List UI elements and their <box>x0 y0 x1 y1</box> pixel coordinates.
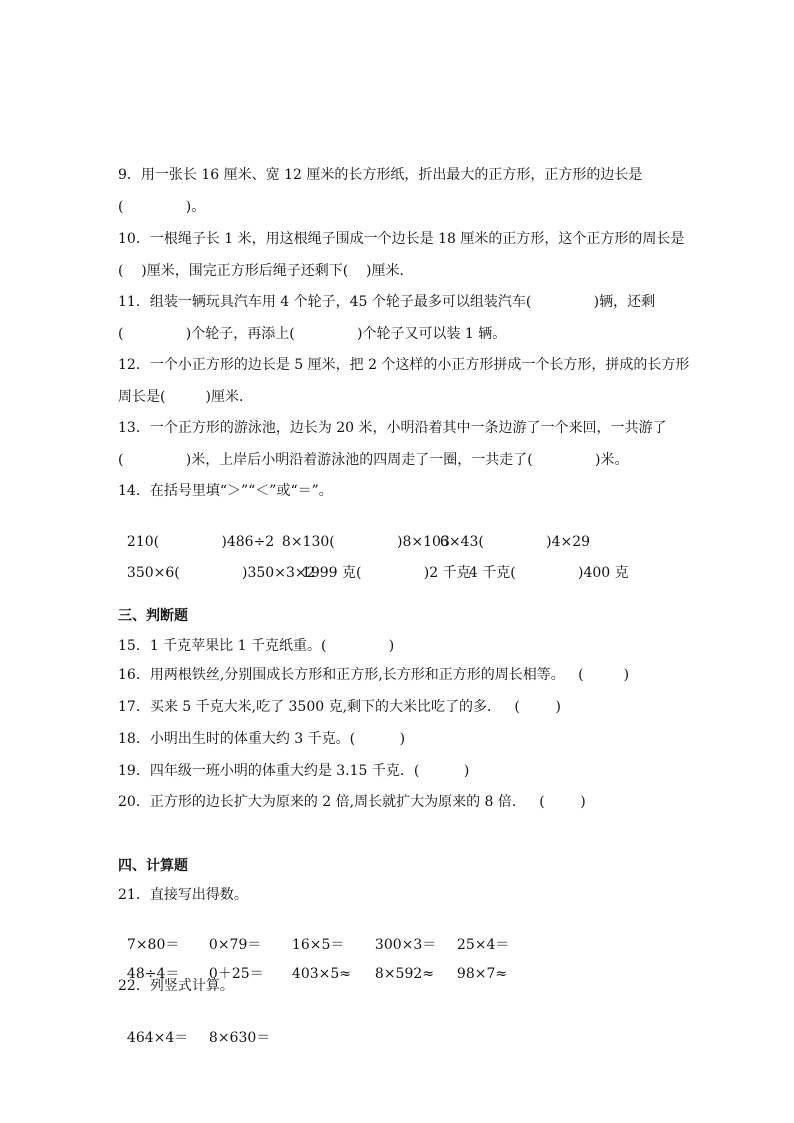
calc-item: 464×4＝ <box>126 1030 189 1046</box>
calc-item: 8×592≈ <box>374 966 434 982</box>
judge-item-19: 19．四年级一班小明的体重大约是 3.15 千克．( ) <box>118 763 470 779</box>
question-14-prompt: 14．在括号里填“＞”“＜”或“＝”。 <box>118 483 333 499</box>
compare-item: 4 千克( )400 克 <box>468 565 629 581</box>
question-10-line-2: ( )厘米，围完正方形后绳子还剩下( )厘米． <box>118 263 414 279</box>
question-13-line-2: ( )米，上岸后小明沿着游泳池的四周走了一圈，一共走了( )米。 <box>118 452 629 468</box>
calc-item: 0×79＝ <box>208 937 262 953</box>
question-22-row-1 <box>118 1008 270 1048</box>
calc-item: 25×4＝ <box>456 937 510 953</box>
compare-item: 8×130( )8×103 <box>281 534 450 550</box>
calc-item: 7×80＝ <box>126 937 180 953</box>
question-22-prompt: 22．列竖式计算。 <box>118 978 234 994</box>
compare-item: 6×43( )4×29 <box>439 534 591 550</box>
judge-item-17: 17．买来 5 千克大米,吃了 3500 克,剩下的大米比吃了的多． ( ) <box>118 699 561 715</box>
calc-item: 0＋25＝ <box>208 966 264 982</box>
calc-item: 300×3＝ <box>374 937 437 953</box>
question-11-line-2: ( )个轮子，再添上( )个轮子又可以装 1 辆。 <box>118 326 507 342</box>
compare-item: 1999 克( )2 千克 <box>301 565 471 581</box>
calc-item: 98×7≈ <box>456 966 508 982</box>
calc-item: 403×5≈ <box>291 966 351 982</box>
compare-item: 210( )486÷2 <box>126 534 275 550</box>
question-14-row-2 <box>118 543 629 583</box>
question-13-line-1: 13．一个正方形的游泳池，边长为 20 米，小明沿着其中一条边游了一个来回，一共游了 <box>118 420 667 436</box>
compare-item: 350×6( )350×3×2 <box>126 565 316 581</box>
judge-item-16: 16．用两根铁丝,分别围成长方形和正方形,长方形和正方形的周长相等。 ( ) <box>118 667 630 683</box>
question-9-line-2: ( )。 <box>118 199 206 215</box>
question-10-line-1: 10．一根绳子长 1 米，用这根绳子围成一个边长是 18 厘米的正方形，这个正方形的周长是 <box>118 231 685 247</box>
calc-item: 48÷4＝ <box>126 966 180 982</box>
question-9-line-1: 9．用一张长 16 厘米、宽 12 厘米的长方形纸，折出最大的正方形，正方形的边长是 <box>118 167 643 183</box>
question-11-line-1: 11．组装一辆玩具汽车用 4 个轮子，45 个轮子最多可以组装汽车( )辆，还剩 <box>118 294 656 310</box>
section-four-heading: 四、计算题 <box>118 858 188 874</box>
question-12-line-2: 周长是( )厘米． <box>118 389 253 405</box>
question-21-prompt: 21．直接写出得数。 <box>118 887 248 903</box>
section-three-heading: 三、判断题 <box>118 608 188 624</box>
calc-item: 8×630＝ <box>208 1030 271 1046</box>
question-12-line-1: 12．一个小正方形的边长是 5 厘米，把 2 个这样的小正方形拼成一个长方形，拼成的长方形 <box>118 357 690 373</box>
calc-item: 16×5＝ <box>291 937 345 953</box>
judge-item-15: 15．1 千克苹果比 1 千克纸重。( ) <box>118 638 395 654</box>
judge-item-20: 20．正方形的边长扩大为原来的 2 倍,周长就扩大为原来的 8 倍． ( ) <box>118 794 586 810</box>
judge-item-18: 18．小明出生时的体重大约 3 千克。( ) <box>118 731 406 747</box>
